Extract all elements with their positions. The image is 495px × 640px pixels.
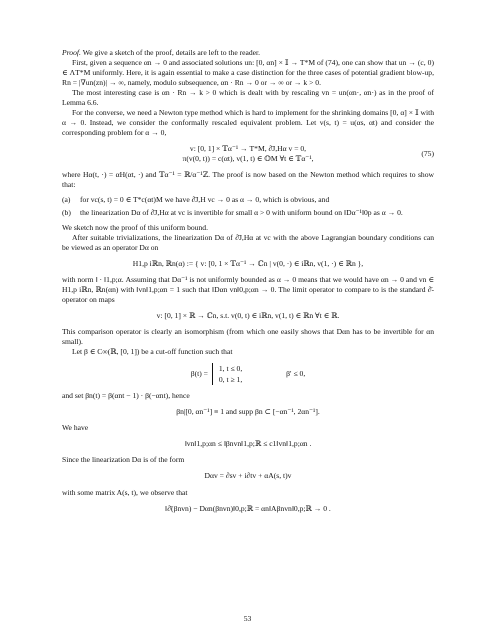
equation-75-line-1: v: [0, 1] × 𝕋α⁻¹ → T*M, ∂̄J,Hα v = 0, (189, 144, 307, 154)
beta-lhs: β(t) = (190, 369, 208, 379)
beta-cases (212, 363, 242, 385)
paragraph-13: Since the linearization Dα is of the form (62, 455, 185, 465)
paragraph-4: For the converse, we need a Newton type method which is hard to implement for the shrinking domains [0, α] × 𝕀 with α → 0. Instead, we consider the conformally rescaled equivalent problem. Let v(s, t) = u(αs, αt) and consider the corresponding problem for α → 0, (62, 108, 434, 138)
paragraph-11: and set βn(t) = β(αnt − 1) · β(−αnt), hence (62, 391, 190, 401)
equation-75-line-2: π(v(0, t)) = c(αt), v(1, t) ∈ 𝕆M ∀t ∈ 𝕋α⁻¹, (182, 154, 314, 164)
item-list (62, 195, 434, 218)
proof-heading: Proof. (62, 48, 81, 57)
paragraph-6: We sketch now the proof of this uniform bound. (62, 223, 208, 233)
item-b-text: the linearization Dα of ∂̄J,Hα at vc is invertible for small α > 0 with uniform bound on ‖Dα⁻¹‖0p as α → 0. (80, 208, 403, 218)
equation-75 (62, 144, 434, 164)
proof-intro (62, 48, 434, 58)
paragraph-2: First, given a sequence αn → 0 and associated solutions un: [0, αn] × 𝕀 → T*M of (74), one can show that un → (c, 0) ∈ ΛT*M uniformly. Here, it is again essential to make a case distinction for the three cases of potential gradient blow-up, Rn = |∇un(zn)| → ∞, namely, modulo subsequence, αn · Rn → 0 or → ∞ or → k > 0. (62, 58, 434, 88)
list-item-b (62, 208, 434, 218)
equation-maps: v: [0, 1] × ℝ → ℂn, s.t. v(0, t) ∈ iℝn, v(1, t) ∈ ℝn ∀t ∈ ℝ. (156, 311, 340, 321)
list-item-a (62, 195, 434, 205)
equation-linearization: Dαv = ∂sv + i∂tv + αA(s, t)v (204, 471, 292, 481)
equation-space: H1,p iℝn, ℝn(α) := { v: [0, 1 × 𝕋α⁻¹ → ℂn | v(0, ·) ∈ iℝn, v(1, ·) ∈ ℝn }, (132, 259, 364, 269)
paragraph-1: We give a sketch of the proof, details are left to the reader. (82, 48, 261, 57)
equation-norm: ‖vn‖1,p;αn ≤ ‖βnvn‖1,p;ℝ ≤ c1‖vn‖1,p;αn . (184, 439, 312, 449)
paragraph-14: with some matrix A(s, t), we observe that (62, 487, 188, 497)
paragraph-5: where Hα(t, ·) = αH(αt, ·) and 𝕋α⁻¹ = ℝ/α⁻¹ℤ. The proof is now based on the Newton method which requires to show that: (62, 170, 434, 190)
paragraph-7: After suitable trivializations, the linearization Dα of ∂̄J,Hα at vc with the above Lagrangian boundary conditions can be viewed as an operator Dα on (62, 233, 434, 253)
beta-rhs: β′ ≤ 0, (286, 369, 306, 379)
equation-betan: βn|[0, αn⁻¹] ≡ 1 and supp βn ⊂ [−αn⁻¹, 2αn⁻¹]. (176, 407, 320, 417)
equation-beta (62, 363, 434, 385)
page-number: 53 (243, 614, 252, 623)
equation-75-tag: (75) (421, 149, 434, 159)
beta-case-1: 1, t ≤ 0, (218, 364, 243, 374)
paragraph-10: Let β ∈ C∞(ℝ, [0, 1]) be a cut-off function such that (72, 347, 233, 357)
paragraph-9: This comparison operator is clearly an isomorphism (from which one easily shows that Dαn has to be invertible for αn small). (62, 327, 434, 347)
item-a-label: (a) (62, 195, 71, 205)
equation-final: ‖∂̄(βnvn) − Dαn(βnvn)‖0,p;ℝ = αn‖Aβnvn‖0,p;ℝ → 0 . (165, 503, 331, 513)
paragraph-12: We have (62, 423, 89, 433)
paragraph-3: The most interesting case is αn · Rn → k > 0 which is dealt with by rescaling vn = un(αn·, αn·) as in the proof of Lemma 6.6. (62, 88, 434, 108)
item-a-text: for vc(s, t) = 0 ∈ T*c(αt)M we have ∂̄J,H vc → 0 as α → 0, which is obvious, and (80, 195, 330, 205)
beta-case-2: 0, t ≥ 1, (218, 375, 243, 385)
text-column (62, 42, 434, 520)
item-b-label: (b) (62, 208, 71, 218)
paragraph-8: with norm ‖ · ‖1,p;α. Assuming that Dα⁻¹ is not uniformly bounded as α → 0 means that we would have αn → 0 and vn ∈ H1,p iℝn, ℝn(αn) with ‖vn‖1,p;αn = 1 such that ‖Dαn vn‖0,p;αn → 0. The limit operator to compare to is the standard ∂̄-operator on maps (62, 275, 434, 305)
